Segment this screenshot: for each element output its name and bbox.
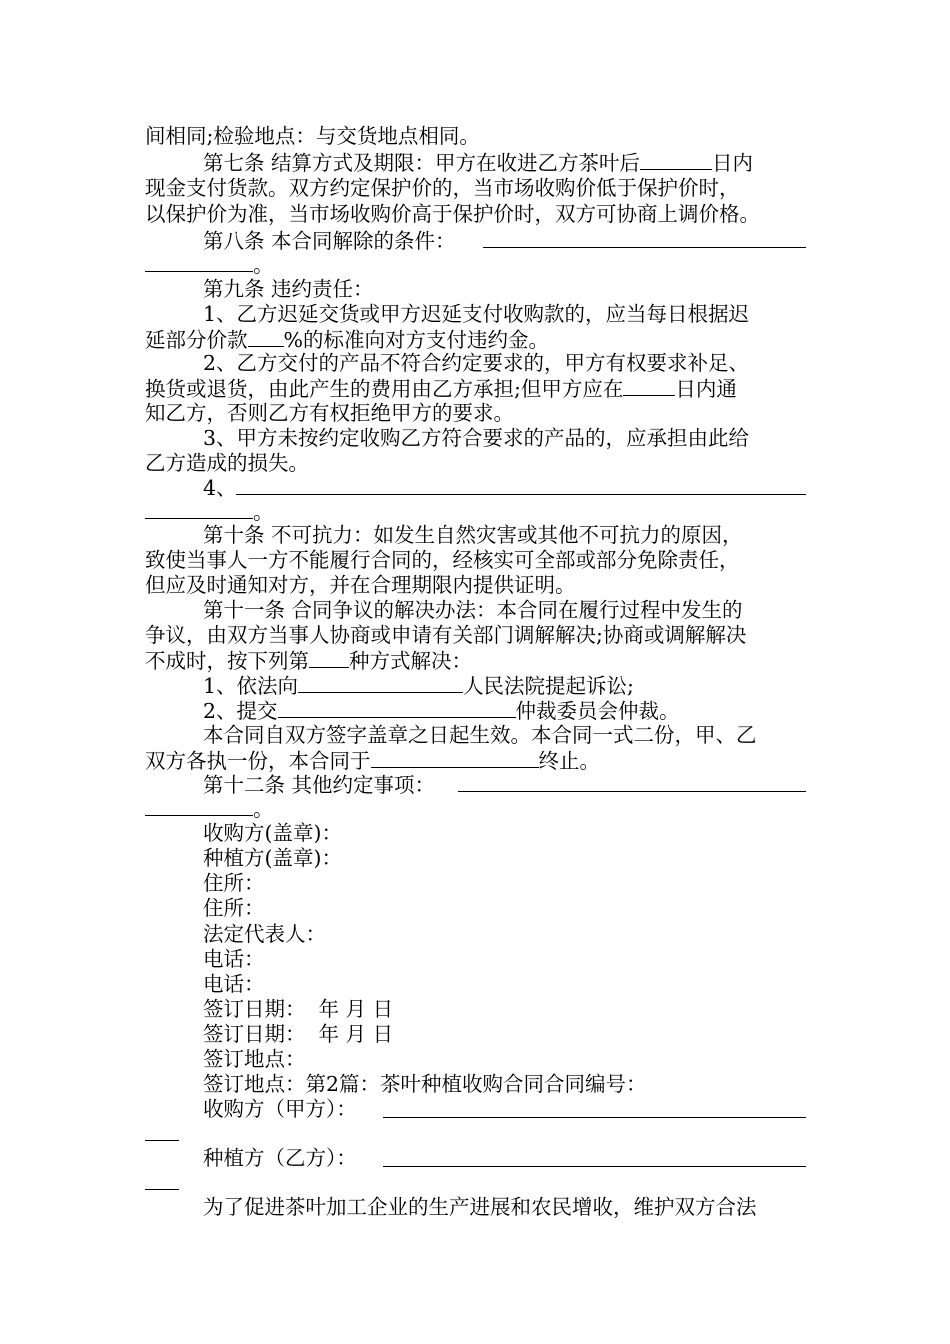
blank-percent	[248, 327, 284, 347]
blank-line	[145, 1139, 179, 1141]
paragraph-line: 以保护价为准，当市场收购价高于保护价时，双方可协商上调价格。	[145, 202, 760, 226]
party-a-field: 收购方（甲方）：	[203, 1097, 357, 1121]
paragraph-line: 换货或退货，由此产生的费用由乙方承担;但甲方应在 日内通	[145, 377, 737, 401]
section-heading: 签订地点：第2篇：茶叶种植收购合同合同编号：	[203, 1072, 647, 1096]
signature-field: 签订日期： 年 月 日	[203, 997, 394, 1021]
paragraph-line: 3、甲方未按约定收购乙方符合要求的产品的，应承担由此给	[203, 426, 750, 450]
signature-field: 签订日期： 年 月 日	[203, 1022, 394, 1046]
blank-line	[483, 246, 806, 248]
blank-line	[383, 1116, 806, 1118]
paragraph-line: 2、乙方交付的产品不符合约定要求的，甲方有权要求补足、	[203, 351, 750, 375]
signature-field: 签订地点：	[203, 1047, 306, 1071]
blank-option	[309, 648, 349, 668]
period: 。	[253, 797, 274, 821]
paragraph-line: 间相同;检验地点：与交货地点相同。	[145, 124, 480, 148]
paragraph-line: 为了促进茶叶加工企业的生产进展和农民增收，维护双方合法	[203, 1195, 757, 1219]
item-4-label: 4、	[203, 476, 237, 500]
signature-field: 种植方(盖章)：	[203, 846, 342, 870]
blank-days	[623, 376, 675, 396]
signature-field: 电话：	[203, 947, 265, 971]
blank-days	[640, 150, 712, 170]
article-12-line: 第十二条 其他约定事项：	[203, 773, 436, 797]
signature-field: 住所：	[203, 896, 265, 920]
paragraph-line: 1、乙方迟延交货或甲方迟延支付收购款的，应当每日根据迟	[203, 302, 750, 326]
article-8-line: 第八条 本合同解除的条件：	[203, 229, 456, 253]
blank-court	[298, 673, 463, 693]
paragraph-line: 致使当事人一方不能履行合同的，经核实可全部或部分免除责任，	[145, 548, 740, 572]
paragraph-line: 知乙方，否则乙方有权拒绝甲方的要求。	[145, 401, 514, 425]
paragraph-line: 本合同自双方签字盖章之日起生效。本合同一式二份，甲、乙	[203, 723, 757, 747]
article-10-line: 第十条 不可抗力：如发生自然灾害或其他不可抗力的原因，	[203, 523, 743, 547]
blank-line	[145, 517, 253, 519]
blank-arbitration	[278, 698, 516, 718]
blank-line	[236, 493, 806, 495]
article-7-line: 第七条 结算方式及期限：甲方在收进乙方茶叶后 日内	[203, 151, 754, 175]
signature-field: 住所：	[203, 871, 265, 895]
paragraph-line: 现金支付货款。双方约定保护价的，当市场收购价低于保护价时，	[145, 176, 740, 200]
signature-field: 收购方(盖章)：	[203, 821, 342, 845]
paragraph-line: 争议，由双方当事人协商或申请有关部门调解解决;协商或调解解决	[145, 623, 747, 647]
paragraph-line: 延部分价款 %的标准向对方支付违约金。	[145, 328, 549, 352]
blank-end-date	[371, 748, 539, 768]
party-b-field: 种植方（乙方）：	[203, 1146, 357, 1170]
blank-line	[145, 1188, 179, 1190]
blank-line	[145, 814, 253, 816]
paragraph-line: 但应及时通知对方，并在合理期限内提供证明。	[145, 573, 576, 597]
signature-field: 电话：	[203, 972, 265, 996]
paragraph-line: 1、依法向 人民法院提起诉讼;	[203, 674, 634, 698]
period: 。	[253, 253, 274, 277]
period: 。	[253, 500, 274, 524]
blank-line	[383, 1165, 806, 1167]
blank-line	[145, 270, 253, 272]
paragraph-line: 双方各执一份，本合同于 终止。	[145, 749, 600, 773]
paragraph-line: 不成时，按下列第 种方式解决：	[145, 649, 472, 673]
paragraph-line: 乙方造成的损失。	[145, 451, 309, 475]
article-11-line: 第十一条 合同争议的解决办法：本合同在履行过程中发生的	[203, 598, 743, 622]
paragraph-line: 2、提交 仲裁委员会仲裁。	[203, 699, 680, 723]
signature-field: 法定代表人：	[203, 922, 326, 946]
article-9-heading: 第九条 违约责任：	[203, 277, 374, 301]
blank-line	[458, 790, 806, 792]
